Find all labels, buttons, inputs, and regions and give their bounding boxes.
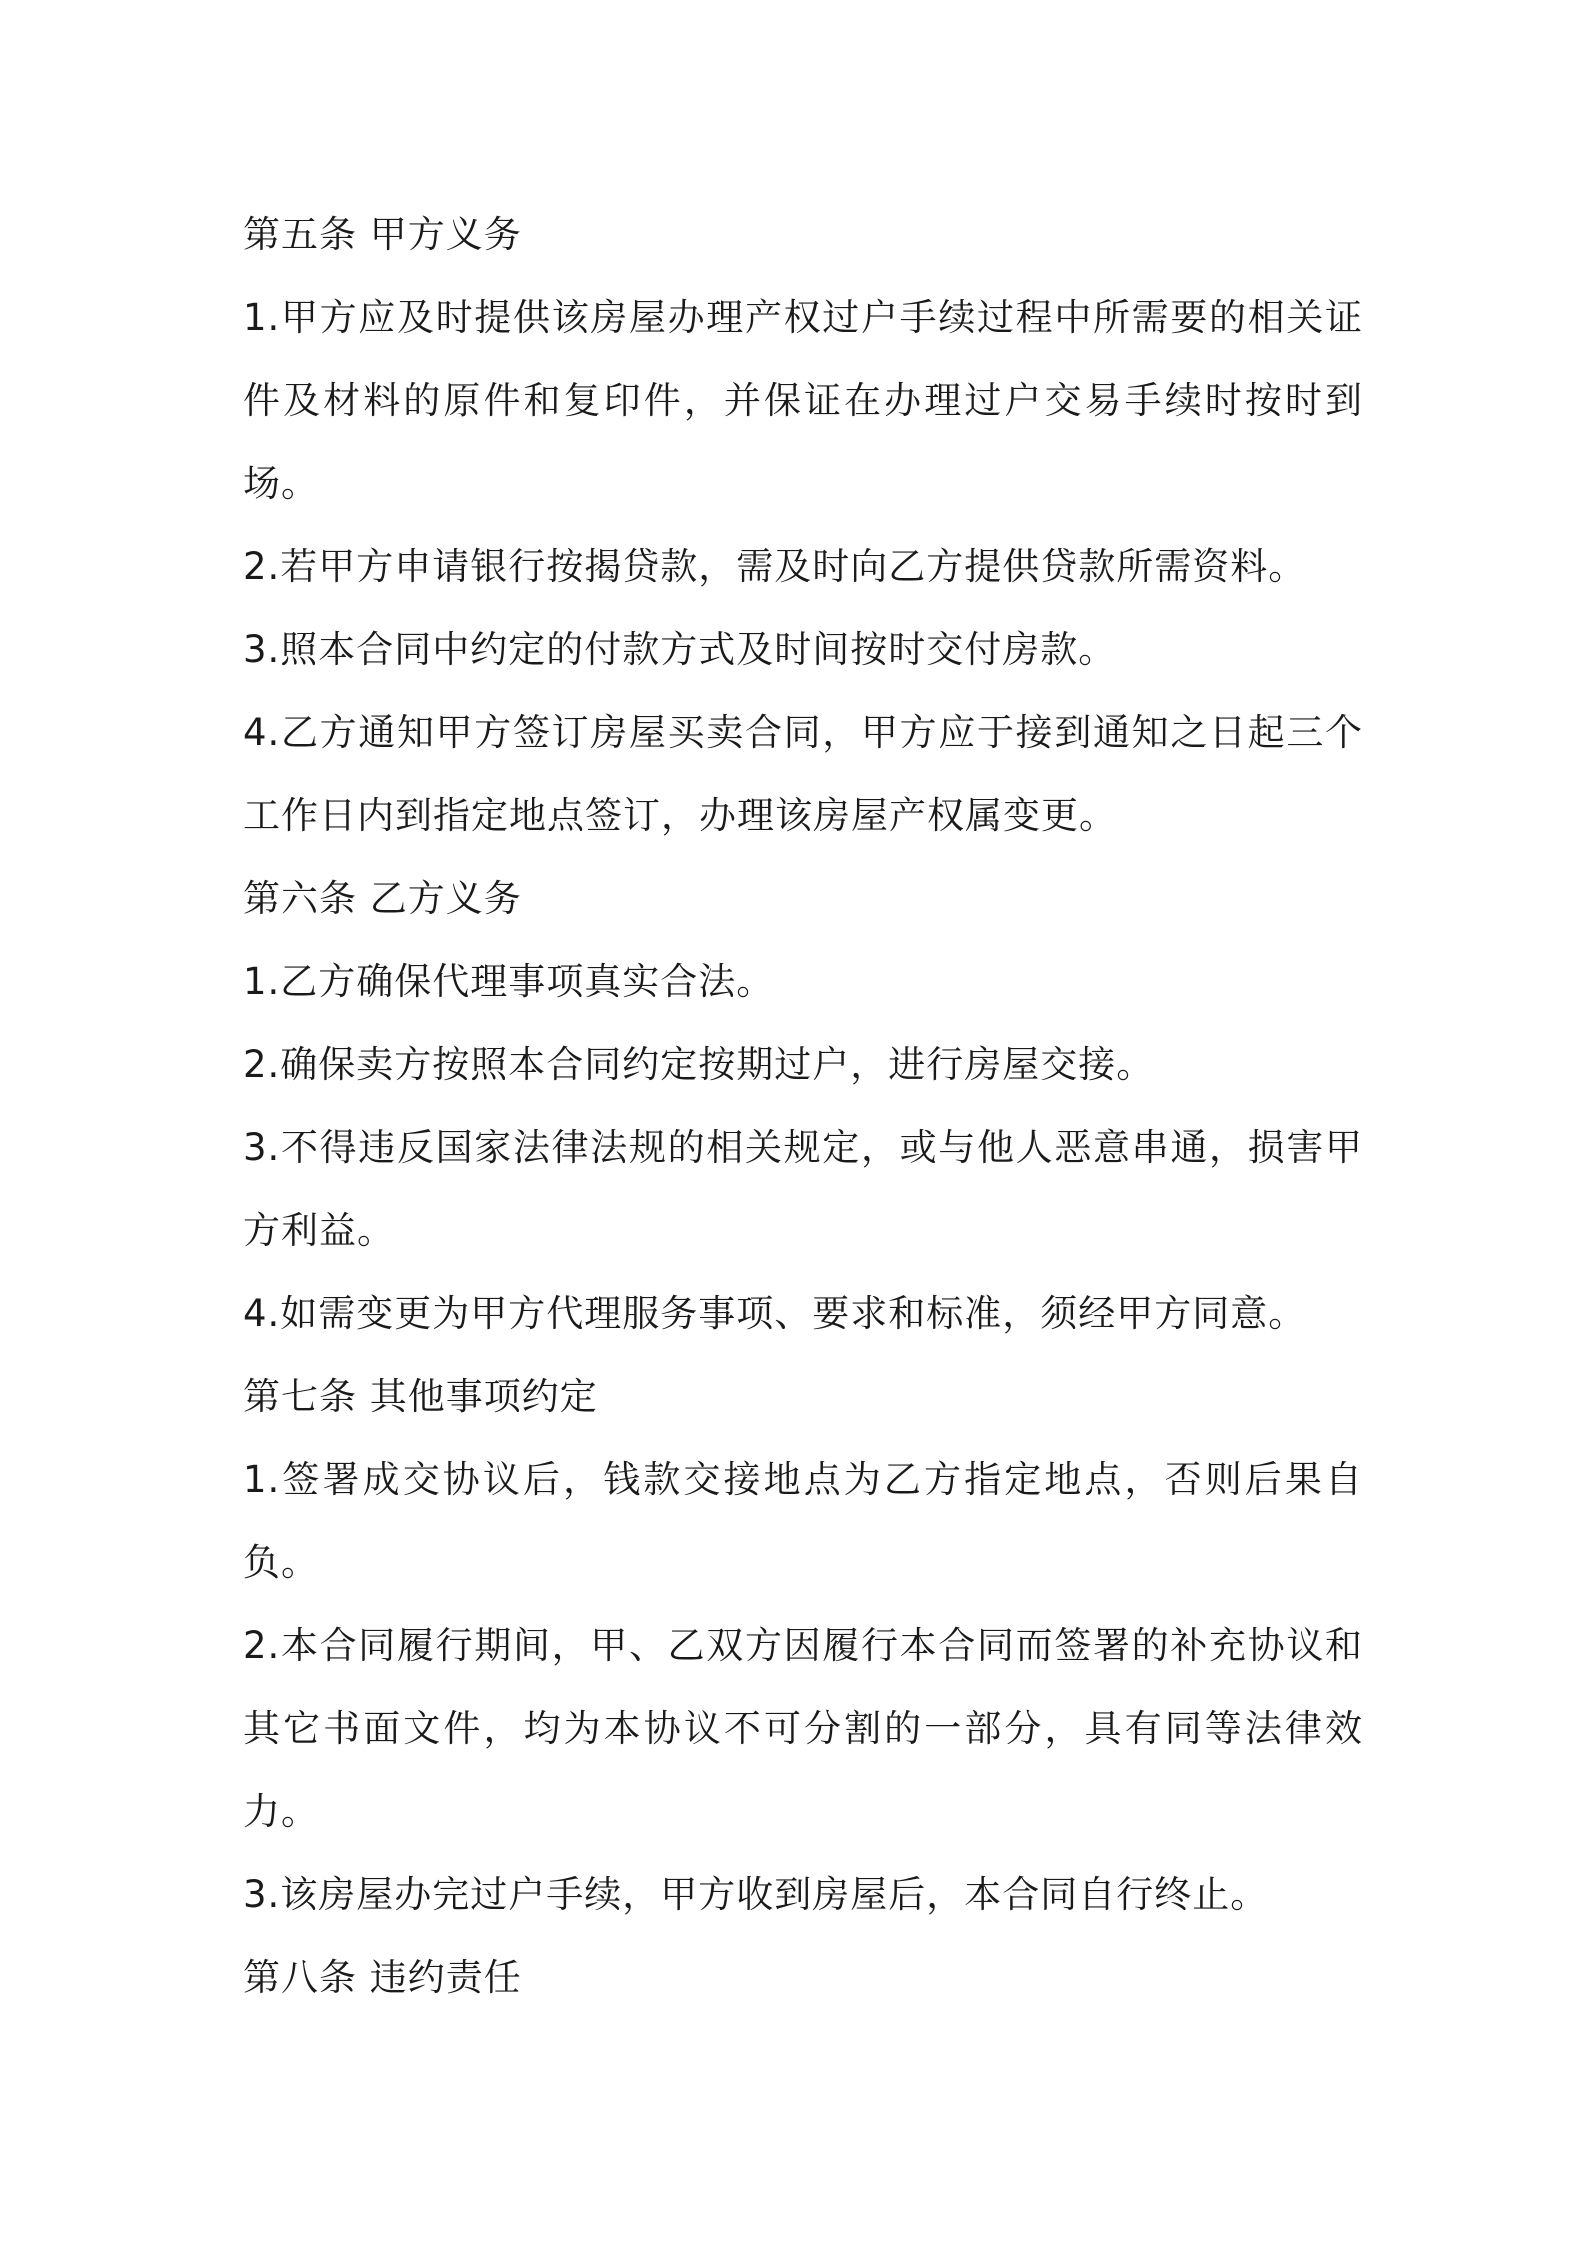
section-heading-article-8: 第八条 违约责任 (243, 1956, 522, 1999)
document-body (243, 193, 1363, 2019)
clause-6-3: 3.不得违反国家法律法规的相关规定，或与他人恶意串通，损害甲方利益。 (243, 1126, 1363, 1252)
clause-6-2: 2.确保卖方按照本合同约定按期过户，进行房屋交接。 (243, 1043, 1155, 1086)
clause-5-2: 2.若甲方申请银行按揭贷款，需及时向乙方提供贷款所需资料。 (243, 545, 1307, 588)
section-heading-article-6: 第六条 乙方义务 (243, 877, 522, 920)
clause-5-3: 3.照本合同中约定的付款方式及时间按时交付房款。 (243, 628, 1117, 671)
clause-5-1: 1.甲方应及时提供该房屋办理产权过户手续过程中所需要的相关证件及材料的原件和复印件，并保证在办理过户交易手续时按时到场。 (243, 296, 1363, 505)
clause-6-1: 1.乙方确保代理事项真实合法。 (243, 960, 775, 1003)
section-heading-article-7: 第七条 其他事项约定 (243, 1375, 598, 1418)
clause-7-2: 2.本合同履行期间，甲、乙双方因履行本合同而签署的补充协议和其它书面文件，均为本协议不可分割的一部分，具有同等法律效力。 (243, 1624, 1363, 1833)
section-heading-article-5: 第五条 甲方义务 (243, 213, 522, 256)
clause-5-4: 4.乙方通知甲方签订房屋买卖合同，甲方应于接到通知之日起三个工作日内到指定地点签订，办理该房屋产权属变更。 (243, 711, 1363, 837)
clause-6-4: 4.如需变更为甲方代理服务事项、要求和标准，须经甲方同意。 (243, 1292, 1307, 1335)
clause-7-3: 3.该房屋办完过户手续，甲方收到房屋后，本合同自行终止。 (243, 1873, 1269, 1916)
clause-7-1: 1.签署成交协议后，钱款交接地点为乙方指定地点，否则后果自负。 (243, 1458, 1363, 1584)
